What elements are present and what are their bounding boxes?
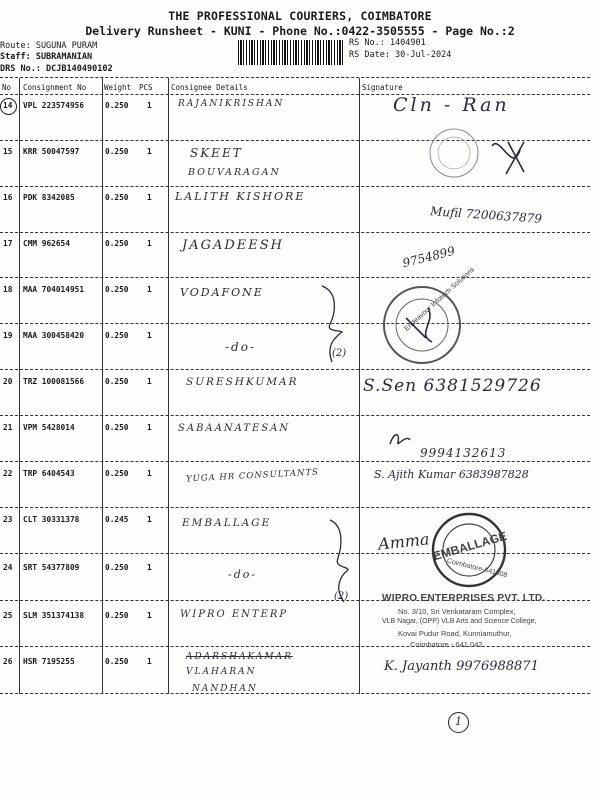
col-header-weight: Weight bbox=[104, 83, 132, 92]
wipro-stamp-address: VLB Nagar, (OPP) VLB Arts and Science College, bbox=[382, 618, 537, 625]
consignee-name: SURESHKUMAR bbox=[186, 376, 299, 388]
weight: 0.250 bbox=[105, 563, 129, 572]
row-number: 15 bbox=[3, 147, 13, 156]
consignee-name: SABAANATESAN bbox=[178, 423, 291, 434]
sign-scribble bbox=[388, 430, 414, 450]
pcs: 1 bbox=[147, 193, 152, 202]
col-header-consignment: Consignment No bbox=[23, 83, 87, 92]
col-header-consignee: Consignee Details bbox=[171, 83, 248, 92]
consignee-name: RAJANIKRISHAN bbox=[178, 99, 285, 109]
staff-label: Staff: SUBRAMANIAN bbox=[0, 52, 93, 62]
wipro-stamp-address: No. 3/10, Sri Venkataram Complex, bbox=[398, 607, 516, 616]
brace-count: (2) bbox=[332, 348, 347, 359]
signature: S. Ajith Kumar 6383987828 bbox=[374, 468, 529, 481]
row-rule bbox=[0, 232, 590, 233]
drs-label: DRS No.: DCJB140490102 bbox=[0, 64, 113, 74]
emballage-stamp-text: EMBALLAGE bbox=[431, 528, 509, 564]
row-rule bbox=[0, 277, 590, 278]
col-header-signature: Signature bbox=[362, 83, 403, 92]
header-top-rule bbox=[0, 77, 590, 78]
consignment-number: TRP 6404543 bbox=[23, 469, 75, 478]
sign-scribble bbox=[420, 124, 538, 184]
pcs: 1 bbox=[147, 377, 152, 386]
weight: 0.250 bbox=[105, 101, 129, 110]
consignee-name: LALITH KISHORE bbox=[175, 190, 306, 203]
pcs: 1 bbox=[147, 423, 152, 432]
row-number: 21 bbox=[3, 423, 13, 432]
signature: K. Jayanth 9976988871 bbox=[384, 659, 539, 674]
row-rule bbox=[0, 369, 590, 370]
row-rule bbox=[0, 507, 590, 508]
row-number: 24 bbox=[3, 563, 13, 572]
row-number: 22 bbox=[3, 469, 13, 478]
barcode bbox=[238, 40, 343, 65]
pcs: 1 bbox=[147, 147, 152, 156]
rs-number: RS No.: 1404901 bbox=[349, 38, 426, 48]
wipro-stamp-name: WIPRO ENTERPRISES PVT. LTD. bbox=[382, 593, 546, 604]
emballage-city: Coimbatore-641008 bbox=[446, 557, 508, 580]
row-number: 26 bbox=[3, 657, 13, 666]
row-rule bbox=[0, 415, 590, 416]
consignment-number: TRZ 100081566 bbox=[23, 377, 85, 386]
row-rule bbox=[0, 461, 590, 462]
pcs: 1 bbox=[147, 611, 152, 620]
consignee-name: -do- bbox=[228, 568, 258, 581]
signature: Cln - Ran bbox=[393, 94, 510, 116]
signature: Amma bbox=[377, 529, 431, 554]
row-number: 14 bbox=[3, 101, 13, 110]
consignment-number: MAA 300458420 bbox=[23, 331, 85, 340]
row-number: 19 bbox=[3, 331, 13, 340]
consignee-line3: NANDHAN bbox=[192, 684, 258, 694]
weight: 0.245 bbox=[105, 515, 129, 524]
company-title: THE PROFESSIONAL COURIERS, COIMBATORE bbox=[168, 9, 432, 23]
consignment-number: KRR 50047597 bbox=[23, 147, 80, 156]
weight: 0.250 bbox=[105, 657, 129, 666]
consignment-number: PDK 8342085 bbox=[23, 193, 75, 202]
wipro-stamp-address: Coimbatore - 641 042 bbox=[410, 640, 483, 649]
weight: 0.250 bbox=[105, 611, 129, 620]
row-number: 23 bbox=[3, 515, 13, 524]
consignment-number: SLM 351374138 bbox=[23, 611, 85, 620]
consignee-name: -do- bbox=[225, 340, 257, 354]
weight: 0.250 bbox=[105, 147, 129, 156]
row-rule bbox=[0, 186, 590, 187]
wipro-stamp-address: Kovai Pudur Road, Kunniamuthur, bbox=[398, 629, 512, 638]
consignee-name: WIPRO ENTERP bbox=[180, 609, 289, 620]
weight: 0.250 bbox=[105, 285, 129, 294]
seal-text: Endeavour Infotech Solutions bbox=[403, 266, 477, 333]
row-number: 25 bbox=[3, 611, 13, 620]
row-rule bbox=[0, 323, 590, 324]
weight: 0.250 bbox=[105, 423, 129, 432]
consignee-name: EMBALLAGE bbox=[182, 517, 272, 529]
col-divider bbox=[102, 78, 103, 694]
col-header-pcs: PCS bbox=[139, 83, 153, 92]
consignment-number: VPL 223574956 bbox=[23, 101, 85, 110]
row-number: 20 bbox=[3, 377, 13, 386]
col-divider bbox=[19, 78, 20, 694]
col-header-no: No bbox=[2, 83, 12, 92]
consignee-name: SKEET bbox=[190, 146, 243, 160]
route-label: Route: SUGUNA PURAM bbox=[0, 41, 98, 51]
pcs: 1 bbox=[147, 515, 152, 524]
signature: 9754899 bbox=[401, 243, 457, 271]
pcs: 1 bbox=[147, 285, 152, 294]
consignee-name: JAGADEESH bbox=[182, 238, 285, 253]
consignment-number: VPM 5428014 bbox=[23, 423, 75, 432]
company-seal bbox=[376, 282, 468, 368]
rs-date: RS Date: 30-Jul-2024 bbox=[349, 50, 452, 60]
consignee-name: ADARSHAKAMAR bbox=[186, 652, 293, 662]
pcs: 1 bbox=[147, 469, 152, 478]
row-number: 16 bbox=[3, 193, 13, 202]
row-number: 18 bbox=[3, 285, 13, 294]
row-rule bbox=[0, 693, 590, 694]
consignment-number: SRT 54377809 bbox=[23, 563, 80, 572]
pcs: 1 bbox=[147, 239, 152, 248]
pcs: 1 bbox=[147, 657, 152, 666]
signature: S.Sen 6381529726 bbox=[363, 376, 542, 396]
consignment-number: CMM 962654 bbox=[23, 239, 70, 248]
consignee-name: VODAFONE bbox=[180, 286, 264, 299]
runsheet-subtitle: Delivery Runsheet - KUNI - Phone No.:0422-3505555 - Page No.:2 bbox=[85, 24, 515, 38]
row-number: 17 bbox=[3, 239, 13, 248]
consignment-number: HSR 7195255 bbox=[23, 657, 75, 666]
signature: Mufil 7200637879 bbox=[429, 204, 543, 226]
consignee-line2: VLAHARAN bbox=[186, 667, 257, 677]
pcs: 1 bbox=[147, 331, 152, 340]
weight: 0.250 bbox=[105, 193, 129, 202]
col-divider bbox=[168, 78, 169, 694]
consignment-number: MAA 704014951 bbox=[23, 285, 85, 294]
page-mark: 1 bbox=[455, 715, 462, 728]
brace-count: (2) bbox=[334, 591, 349, 602]
consignee-line2: BOUVARAGAN bbox=[188, 167, 281, 178]
weight: 0.250 bbox=[105, 331, 129, 340]
weight: 0.250 bbox=[105, 377, 129, 386]
pcs: 1 bbox=[147, 101, 152, 110]
row-rule bbox=[0, 646, 590, 647]
weight: 0.250 bbox=[105, 469, 129, 478]
signature: 9994132613 bbox=[420, 446, 507, 460]
consignment-number: CLT 30331378 bbox=[23, 515, 80, 524]
pcs: 1 bbox=[147, 563, 152, 572]
consignee-name: YUGA HR CONSULTANTS bbox=[185, 467, 320, 485]
weight: 0.250 bbox=[105, 239, 129, 248]
